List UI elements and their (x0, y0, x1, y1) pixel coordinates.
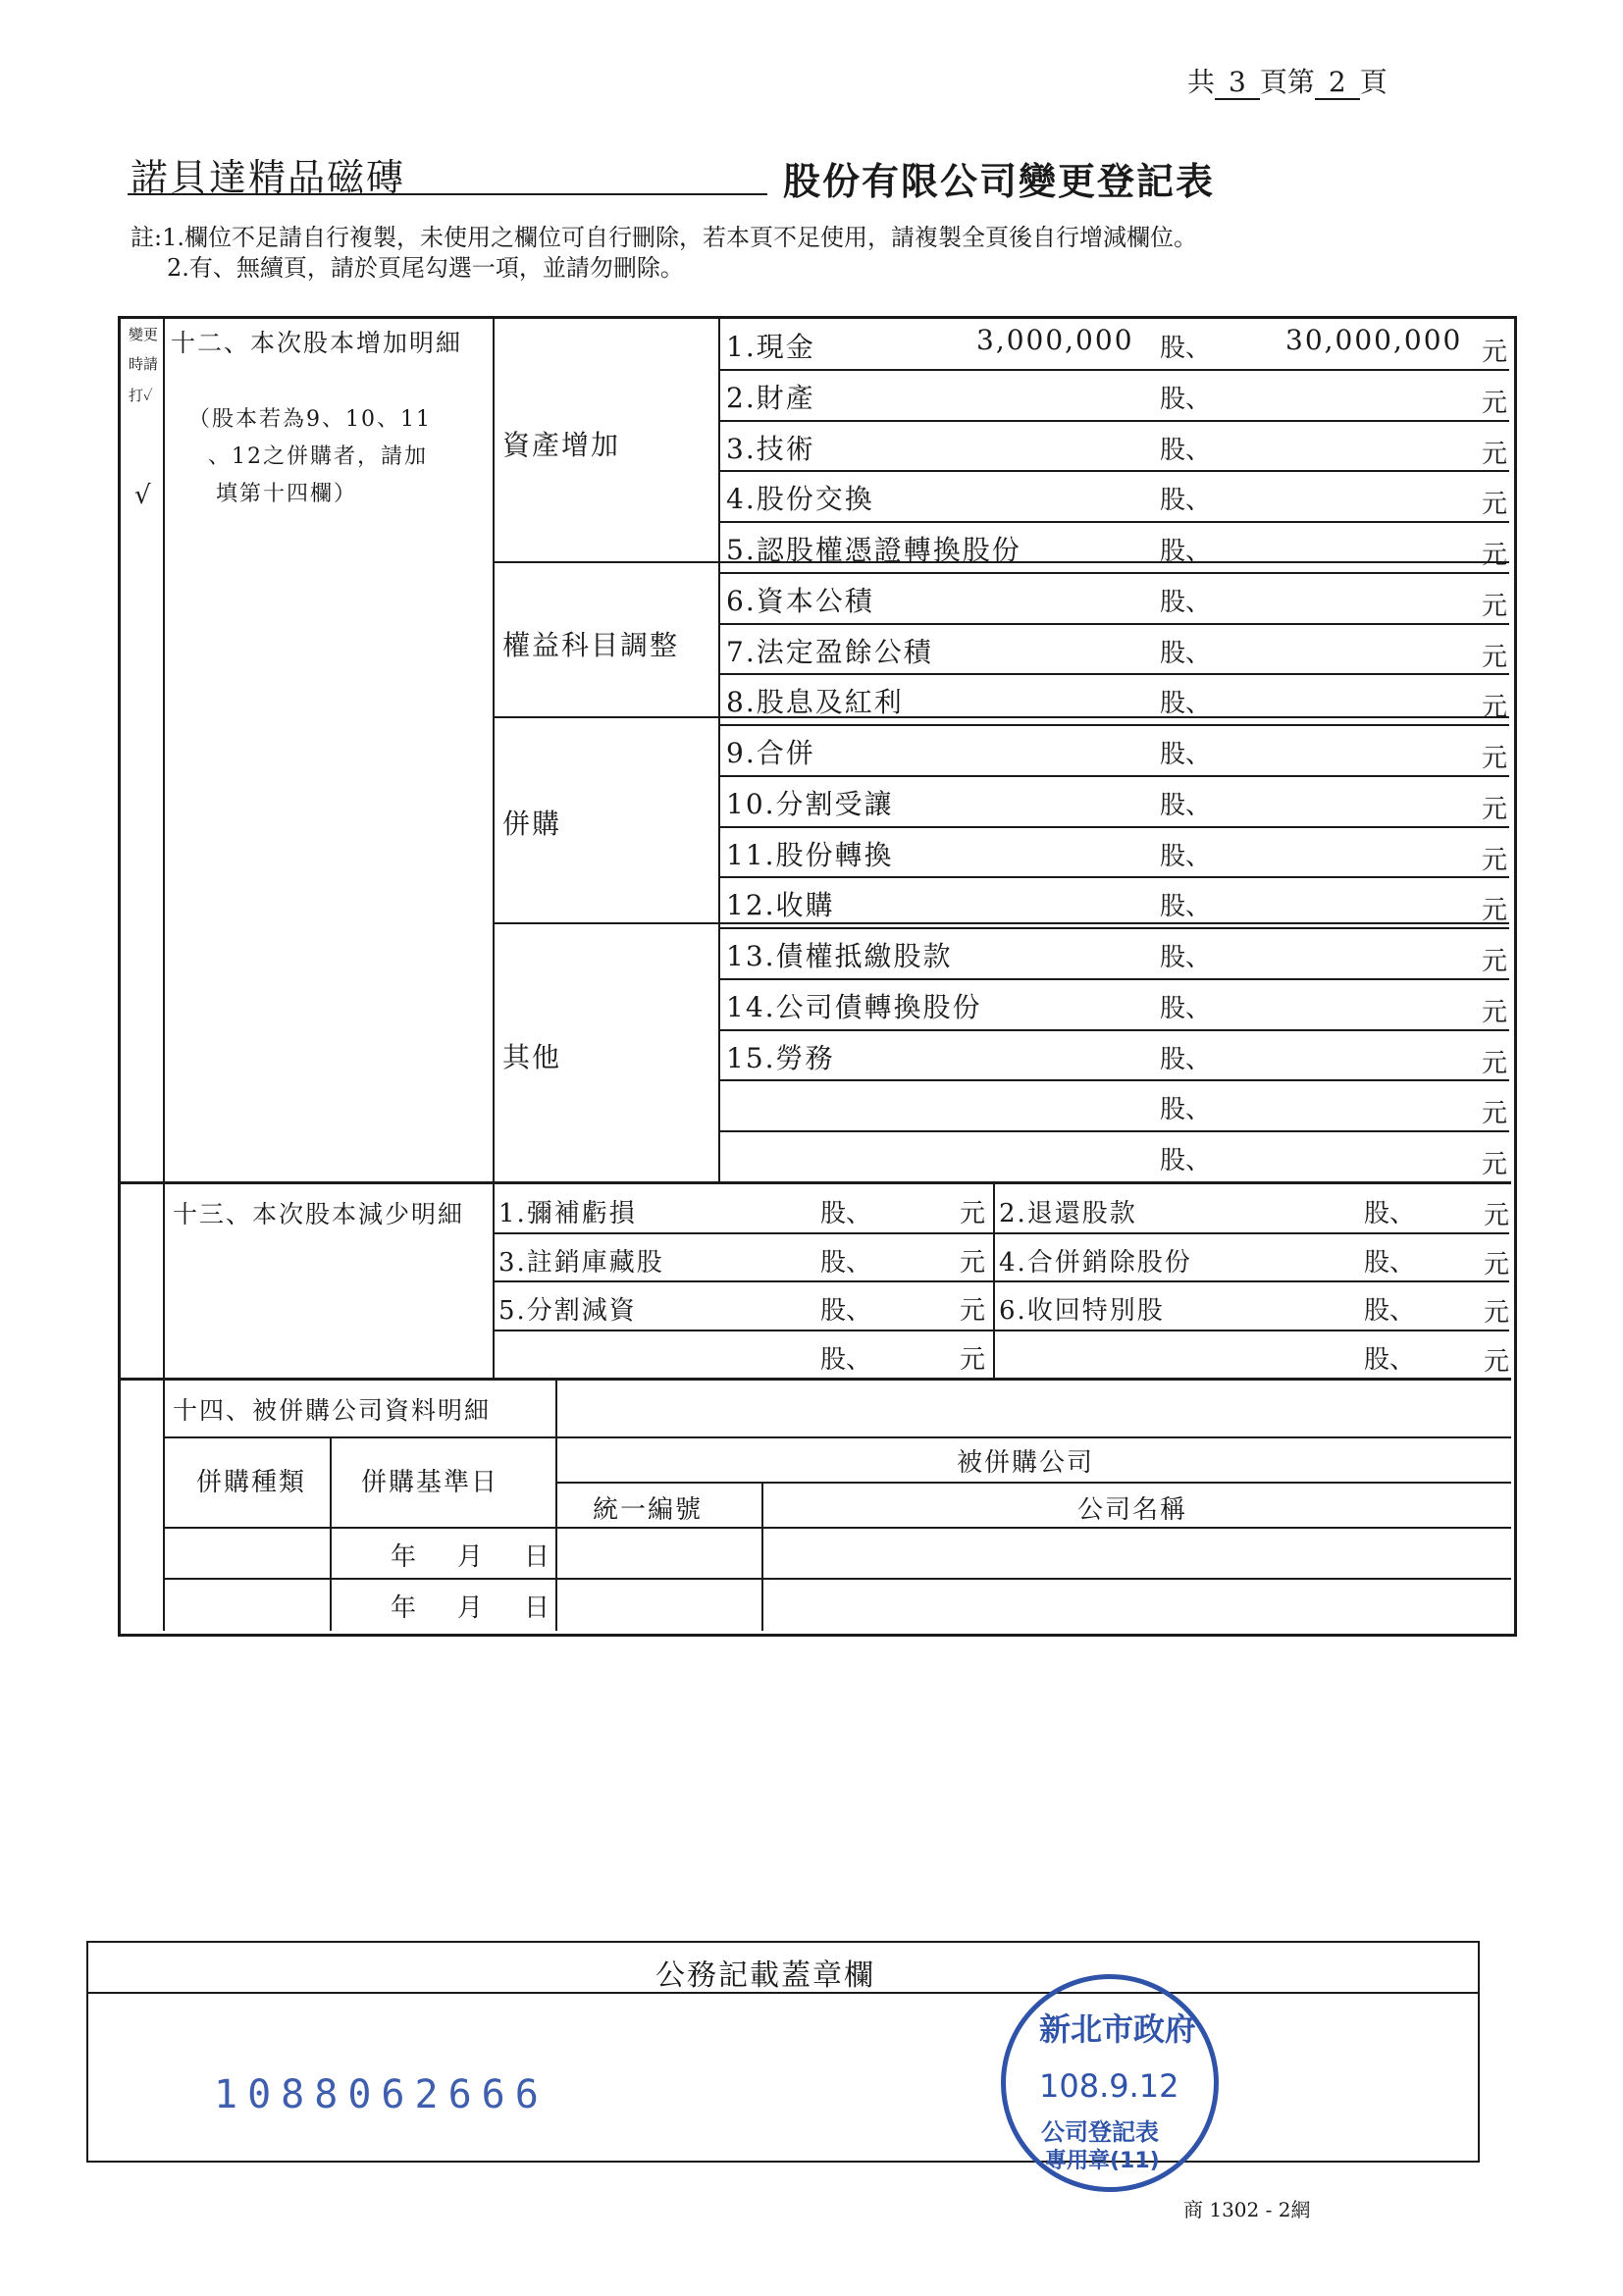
total-pages: 3 (1215, 66, 1260, 100)
date-day: 日 (524, 1542, 550, 1572)
item-row-line (718, 572, 1509, 574)
section13-title: 十三、本次股本減少明細 (173, 1200, 465, 1228)
note-line-1: 註:1.欄位不足請自行複製，未使用之欄位可自行刪除，若本頁不足使用，請複製全頁後自行增減欄位。 (131, 224, 1197, 251)
section14-col-divider-3 (761, 1482, 763, 1631)
reduction-item-left: 5.分割減資 (498, 1296, 637, 1326)
section12-note-3: 填第十四欄） (216, 482, 358, 506)
unit-yuan: 元 (1482, 1099, 1508, 1128)
section14-col-divider-1 (330, 1436, 332, 1631)
note-line-2: 2.有、無續頁，請於頁尾勾選一項，並請勿刪除。 (167, 254, 684, 282)
section12-note-1: （股本若為9、10、11 (188, 407, 432, 432)
unit-share: 股、 (1160, 1095, 1212, 1124)
cash-amount-value: 30,000,000 (1285, 324, 1463, 356)
unit-share: 股、 (1160, 639, 1212, 668)
reduction-item-right: 2.退還股款 (999, 1199, 1137, 1228)
unit-share: 股、 (820, 1296, 872, 1326)
unit-yuan: 元 (1482, 1150, 1508, 1179)
unit-share: 股、 (1160, 791, 1212, 820)
col-tax-id: 統一編號 (593, 1495, 704, 1525)
change-mark-label-3: 打✓ (129, 387, 153, 404)
section12-note-2: 、12之併購者，請加 (208, 444, 428, 469)
unit-share: 股、 (1160, 385, 1212, 414)
section12-divider-1 (493, 318, 495, 1181)
item-label: 8.股息及紅利 (726, 686, 904, 718)
date-month: 月 (457, 1593, 484, 1623)
date-day: 日 (524, 1593, 550, 1623)
item-row-line (718, 1029, 1509, 1031)
item-label: 2.財產 (726, 382, 815, 414)
item-row-line (718, 826, 1509, 828)
unit-share: 股、 (1160, 842, 1212, 871)
section13-top-border (118, 1181, 1511, 1184)
unit-share: 股、 (1160, 436, 1212, 465)
change-mark-label-2: 時請 (129, 355, 159, 373)
unit-share: 股、 (1160, 892, 1212, 921)
seal-code: 專用章(11) (1045, 2149, 1160, 2173)
section14-title-underline (163, 1436, 1511, 1438)
unit-share: 股、 (1160, 537, 1212, 566)
cash-shares-value: 3,000,000 (976, 324, 1134, 356)
item-row-line (718, 369, 1509, 371)
date-year: 年 (391, 1542, 417, 1572)
unit-share: 股、 (1160, 943, 1212, 972)
group-label-equity: 權益科目調整 (502, 629, 680, 661)
item-row-line (718, 724, 1509, 726)
item-row-line (718, 927, 1509, 929)
official-stamp-box (86, 1941, 1480, 2163)
unit-share: 股、 (1160, 1045, 1212, 1074)
seal-purpose: 公司登記表 (1041, 2118, 1159, 2146)
group-separator (493, 922, 1509, 924)
reduction-row-line (493, 1280, 1509, 1282)
unit-yuan: 元 (1482, 541, 1508, 570)
form-code: 商 1302 - 2網 (1183, 2198, 1311, 2221)
item-label: 10.分割受讓 (726, 788, 894, 820)
item-label: 6.資本公積 (726, 585, 874, 617)
section14-title: 十四、被併購公司資料明細 (173, 1396, 492, 1425)
item-row-line (718, 623, 1509, 625)
item-label: 3.技術 (726, 433, 815, 465)
unit-yuan: 元 (1482, 693, 1508, 722)
page-indicator (1187, 61, 1387, 100)
reduction-item-right: 6.收回特別股 (999, 1296, 1165, 1326)
item-row-line (718, 673, 1509, 675)
registration-seal (1001, 1974, 1219, 2192)
unit-share: 股、 (1160, 740, 1212, 769)
page-suffix: 頁 (1359, 66, 1387, 98)
unit-share: 股、 (1160, 588, 1212, 617)
section12-divider-2 (718, 318, 720, 1181)
unit-share: 股、 (1364, 1296, 1416, 1326)
group-label-merger: 併購 (502, 808, 562, 840)
unit-yuan: 元 (1482, 643, 1508, 672)
unit-yuan: 元 (1484, 1201, 1510, 1230)
item-label: 11.股份轉換 (726, 839, 894, 871)
item-label: 15.勞務 (726, 1042, 835, 1074)
seal-date: 108.9.12 (1039, 2067, 1179, 2105)
unit-yuan: 元 (1482, 440, 1508, 469)
unit-yuan: 元 (1482, 896, 1508, 925)
item-label: 9.合併 (726, 737, 815, 769)
item-label: 5.認股權憑證轉換股份 (726, 534, 1021, 566)
unit-yuan: 元 (960, 1296, 986, 1326)
item-label: 1.現金 (726, 331, 815, 363)
item-row-line (718, 978, 1509, 980)
unit-share: 股、 (820, 1248, 872, 1278)
form-title: 股份有限公司變更登記表 (783, 159, 1216, 203)
section14-top-border (118, 1378, 1511, 1381)
item-row-line (718, 876, 1509, 878)
item-row-line (718, 1079, 1509, 1081)
change-mark-label-1: 變更 (129, 326, 159, 343)
unit-share: 股、 (1364, 1345, 1416, 1375)
page-label: 頁第 (1259, 66, 1315, 98)
unit-share: 股、 (1160, 689, 1212, 718)
unit-yuan: 元 (1482, 338, 1508, 367)
item-label: 7.法定盈餘公積 (726, 636, 933, 668)
section14-row-divider (163, 1578, 1511, 1580)
unit-yuan: 元 (1482, 846, 1508, 875)
unit-yuan: 元 (960, 1345, 986, 1375)
reduction-row-line (493, 1330, 1509, 1331)
unit-share: 股、 (1160, 334, 1212, 363)
unit-yuan: 元 (1482, 998, 1508, 1027)
unit-yuan: 元 (1484, 1347, 1510, 1377)
change-mark-divider (163, 318, 165, 1631)
seal-issuer: 新北市政府 (1039, 2010, 1197, 2048)
item-row-line (718, 470, 1509, 472)
serial-number: 1088062666 (214, 2072, 549, 2117)
reduction-item-left: 1.彌補虧損 (498, 1199, 637, 1228)
unit-share: 股、 (1364, 1199, 1416, 1228)
total-label: 共 (1187, 66, 1216, 98)
group-separator (493, 716, 1509, 718)
col-target-company: 被併購公司 (957, 1448, 1095, 1478)
section14-header-bottom (163, 1527, 1511, 1529)
unit-yuan: 元 (1482, 795, 1508, 824)
item-row-line (718, 420, 1509, 422)
reduction-item-left: 3.註銷庫藏股 (498, 1248, 664, 1278)
unit-yuan: 元 (960, 1248, 986, 1278)
unit-share: 股、 (820, 1345, 872, 1375)
group-label-assets: 資產增加 (502, 429, 621, 461)
item-label: 14.公司債轉換股份 (726, 991, 982, 1023)
unit-yuan: 元 (1482, 1049, 1508, 1078)
section14-subheader-line (555, 1482, 1511, 1484)
unit-yuan: 元 (1482, 947, 1508, 976)
unit-yuan: 元 (1482, 592, 1508, 621)
col-merger-date: 併購基準日 (361, 1468, 499, 1497)
item-label: 12.收購 (726, 889, 835, 921)
section14-col-divider-2 (555, 1436, 557, 1631)
item-row-line (718, 1130, 1509, 1132)
company-name: 諾貝達精品磁磚 (131, 156, 406, 199)
change-checkmark: √ (134, 481, 153, 510)
company-name-underline (128, 193, 767, 195)
unit-yuan: 元 (1482, 490, 1508, 519)
item-row-line (718, 521, 1509, 523)
unit-yuan: 元 (1482, 389, 1508, 418)
unit-yuan: 元 (1482, 744, 1508, 773)
group-label-other: 其他 (502, 1041, 562, 1073)
item-row-line (718, 775, 1509, 777)
col-merger-type: 併購種類 (196, 1468, 307, 1497)
date-year: 年 (391, 1593, 417, 1623)
unit-yuan: 元 (1484, 1250, 1510, 1279)
reduction-item-right: 4.合併銷除股份 (999, 1248, 1192, 1278)
unit-yuan: 元 (1484, 1298, 1510, 1328)
section14-title-box-right (555, 1378, 557, 1436)
item-label: 13.債權抵繳股款 (726, 940, 953, 972)
unit-share: 股、 (1160, 994, 1212, 1023)
unit-share: 股、 (1160, 486, 1212, 515)
official-title: 公務記載蓋章欄 (655, 1958, 875, 1993)
section12-title: 十二、本次股本增加明細 (171, 329, 463, 357)
date-month: 月 (457, 1542, 484, 1572)
unit-share: 股、 (820, 1199, 872, 1228)
item-label: 4.股份交換 (726, 483, 874, 515)
unit-yuan: 元 (960, 1199, 986, 1228)
page-number: 2 (1315, 66, 1360, 100)
reduction-row-line (493, 1232, 1509, 1234)
unit-share: 股、 (1160, 1146, 1212, 1175)
unit-share: 股、 (1364, 1248, 1416, 1278)
col-company-name: 公司名稱 (1077, 1495, 1188, 1525)
